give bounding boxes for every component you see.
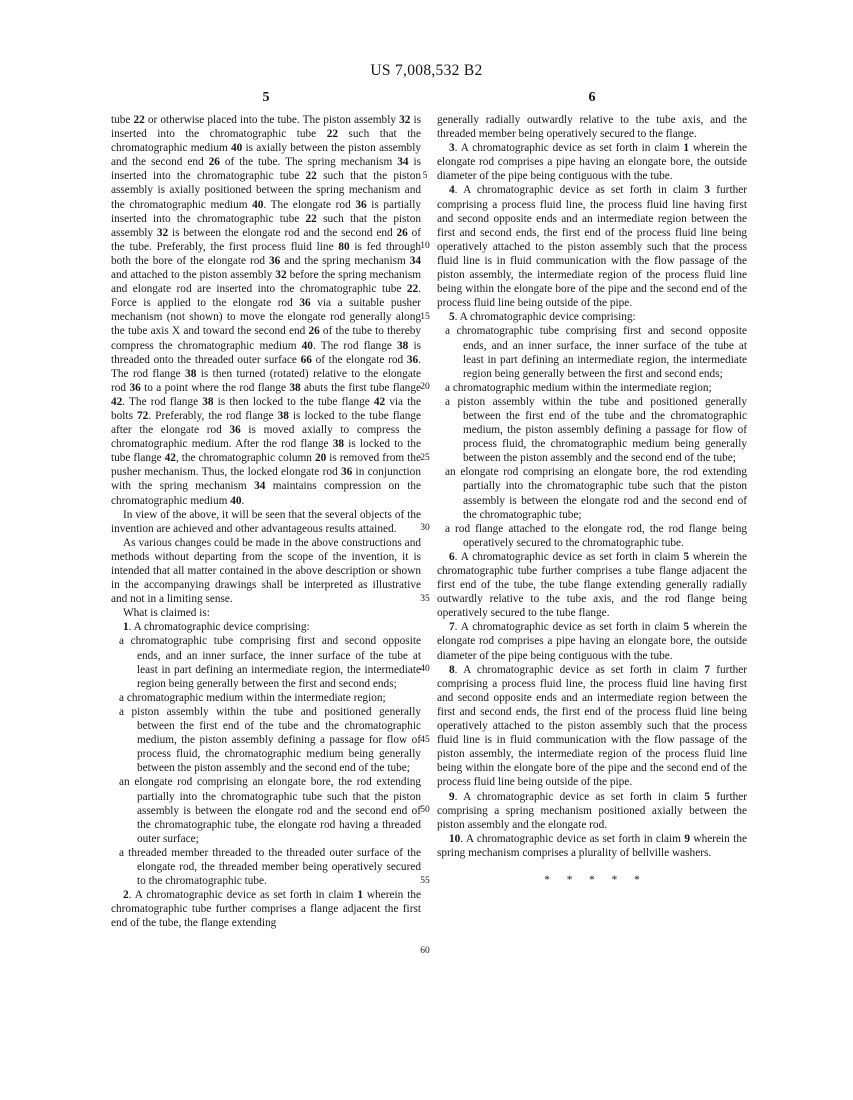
column-number-left: 5	[262, 90, 270, 105]
claim-element: a piston assembly within the tube and positioned generally between the first end of the tube and the chromatographic medium, the piston assembly defining a passage for flow of process fluid, the chromatographic medium being generally between the piston assembly and the second end of the tube;	[119, 705, 421, 775]
gutter-line-number: 50	[420, 805, 430, 816]
gutter-line-number: 35	[420, 593, 430, 604]
claim-paragraph: 1. A chromatographic device comprising:	[123, 621, 310, 634]
claim-element: a chromatographic medium within the intermediate region;	[119, 691, 386, 704]
claim-element: a chromatographic tube comprising first and second opposite ends, and an inner surface, the inner surface of the tube at least in part defining an intermediate region, the intermediate region being generally between the first and second ends;	[119, 635, 421, 690]
claim-element: an elongate rod comprising an elongate bore, the rod extending partially into the chromatographic tube such that the piston assembly is between the elongate rod and the second end of the chromatographic tube;	[445, 466, 747, 521]
patent-number: US 7,008,532 B2	[370, 62, 483, 79]
paragraph-continuation: generally radially outwardly relative to the tube axis, and the threaded member being operatively secured to the flange.	[437, 114, 747, 141]
gutter-line-number: 45	[420, 734, 430, 745]
paragraph: What is claimed is:	[123, 607, 210, 620]
claim-paragraph: 5. A chromatographic device comprising:	[449, 311, 636, 324]
gutter-line-number: 40	[420, 664, 430, 675]
gutter-line-number: 5	[422, 170, 428, 181]
paragraph: In view of the above, it will be seen that the several objects of the invention are achieved and other advantageous results attained.	[111, 508, 421, 535]
paragraph-continuation: tube 22 or otherwise placed into the tube. The piston assembly 32 is inserted into the chromatographic tube 22 such that the chromatographic medium 40 is axially between the piston assembly and the second end 26 of the tube. The spring mechanism 34 is inserted into the chromatographic tube 22 such that the piston assembly is axially positioned between the spring mechanism and the chromatographic medium 40. The elongate rod 36 is partially inserted into the chromatographic tube 22 such that the piston assembly 32 is between the elongate rod and the second end 26 of the tube. Preferably, the first process fluid line 80 is fed through both the bore of the elongate rod 36 and the spring mechanism 34 and attached to the piston assembly 32 before the spring mechanism and elongate rod are inserted into the chromatographic tube 22. Force is applied to the elongate rod 36 via a suitable pusher mechanism (not shown) to move the elongate rod generally along the tube axis X and toward the second end 26 of the tube to thereby compress the chromatographic medium 40. The rod flange 38 is threaded onto the threaded outer surface 66 of the elongate rod 36. The rod flange 38 is then turned (rotated) relative to the elongate rod 36 to a point where the rod flange 38 abuts the first tube flange 42. The rod flange 38 is then locked to the tube flange 42 via the bolts 72. Preferably, the rod flange 38 is locked to the tube flange after the elongate rod 36 is moved axially to compress the chromatographic medium. After the rod flange 38 is locked to the tube flange 42, the chromatographic column 20 is removed from the pusher mechanism. Thus, the locked elongate rod 36 in conjunction with the spring mechanism 34 maintains compression on the chromatographic medium 40.	[111, 114, 422, 507]
gutter-line-number: 60	[420, 946, 430, 957]
claim-paragraph: 8. A chromatographic device as set forth in claim 7 further comprising a process fluid line, the process fluid line having first and second opposite ends and an intermediate region between the first and second ends, the first end of the process fluid line being operatively attached to the piston assembly such that the process fluid line is in fluid communication with the flow passage of the piston assembly, the intermediate region of the process fluid line being within the elongate bore of the pipe and the second end of the process fluid line being outside of the pipe.	[437, 663, 748, 789]
column-left	[111, 113, 421, 930]
claim-paragraph: 9. A chromatographic device as set forth in claim 5 further comprising a spring mechanism positioned axially between the piston assembly and the elongate rod.	[437, 790, 748, 831]
column-right	[437, 113, 747, 887]
gutter-line-number: 20	[420, 382, 430, 393]
end-of-claims-marks: * * * * *	[544, 873, 640, 886]
gutter-line-number: 55	[420, 875, 430, 886]
page-header	[0, 64, 853, 78]
claim-element: a piston assembly within the tube and positioned generally between the first end of the tube and the chromatographic medium, the piston assembly defining a passage for flow of process fluid, the chromatographic medium being generally between the piston assembly and the second end of the tube;	[445, 395, 747, 465]
claim-element: a threaded member threaded to the threaded outer surface of the elongate rod, the threaded member being operatively secured to the chromatographic tube.	[119, 846, 421, 888]
claim-paragraph: 3. A chromatographic device as set forth in claim 1 wherein the elongate rod comprises a pipe having an elongate bore, the outside diameter of the pipe being contiguous with the tube.	[437, 142, 747, 183]
claim-element: a chromatographic medium within the intermediate region;	[445, 381, 712, 394]
claim-paragraph: 2. A chromatographic device as set forth in claim 1 wherein the chromatographic tube further comprises a flange adjacent the first end of the tube, the flange extending	[111, 889, 421, 930]
claim-element: a chromatographic tube comprising first and second opposite ends, and an inner surface, the inner surface of the tube at least in part defining an intermediate region, the intermediate region being generally between the first and second ends;	[445, 325, 747, 380]
paragraph: As various changes could be made in the above constructions and methods without departing from the scope of the invention, it is intended that all matter contained in the above description or shown in the accompanying drawings shall be interpreted as illustrative and not in a limiting sense.	[111, 536, 421, 606]
gutter-line-number: 30	[420, 523, 430, 534]
claim-paragraph: 4. A chromatographic device as set forth in claim 3 further comprising a process fluid line, the process fluid line having first and second opposite ends and an intermediate region between the first and second ends, the first end of the process fluid line being operatively attached to the piston assembly such that the process fluid line is in fluid communication with the flow passage of the piston assembly, the intermediate region of the process fluid line being within the elongate bore of the pipe and the second end of the process fluid line being outside of the pipe.	[437, 184, 748, 310]
claim-paragraph: 6. A chromatographic device as set forth in claim 5 wherein the chromatographic tube further comprises a tube flange adjacent the first end of the tube, the tube flange extending generally radially outwardly relative to the tube axis, and the rod flange being operatively secured to the tube flange.	[437, 550, 747, 620]
gutter-line-number: 25	[420, 452, 430, 463]
column-number-right: 6	[588, 90, 596, 105]
gutter-line-number: 15	[420, 311, 430, 322]
claim-element: a rod flange attached to the elongate rod, the rod flange being operatively secured to the chromatographic tube.	[445, 522, 747, 549]
claim-element: an elongate rod comprising an elongate bore, the rod extending partially into the chromatographic tube such that the piston assembly is between the elongate rod and the second end of the chromatographic tube, the elongate rod having a threaded outer surface;	[119, 776, 421, 845]
claim-paragraph: 10. A chromatographic device as set forth in claim 9 wherein the spring mechanism comprises a plurality of bellville washers.	[437, 832, 747, 859]
claim-paragraph: 7. A chromatographic device as set forth in claim 5 wherein the elongate rod comprises a pipe having an elongate bore, the outside diameter of the pipe being contiguous with the tube.	[437, 621, 747, 662]
gutter-line-number: 10	[420, 241, 430, 252]
